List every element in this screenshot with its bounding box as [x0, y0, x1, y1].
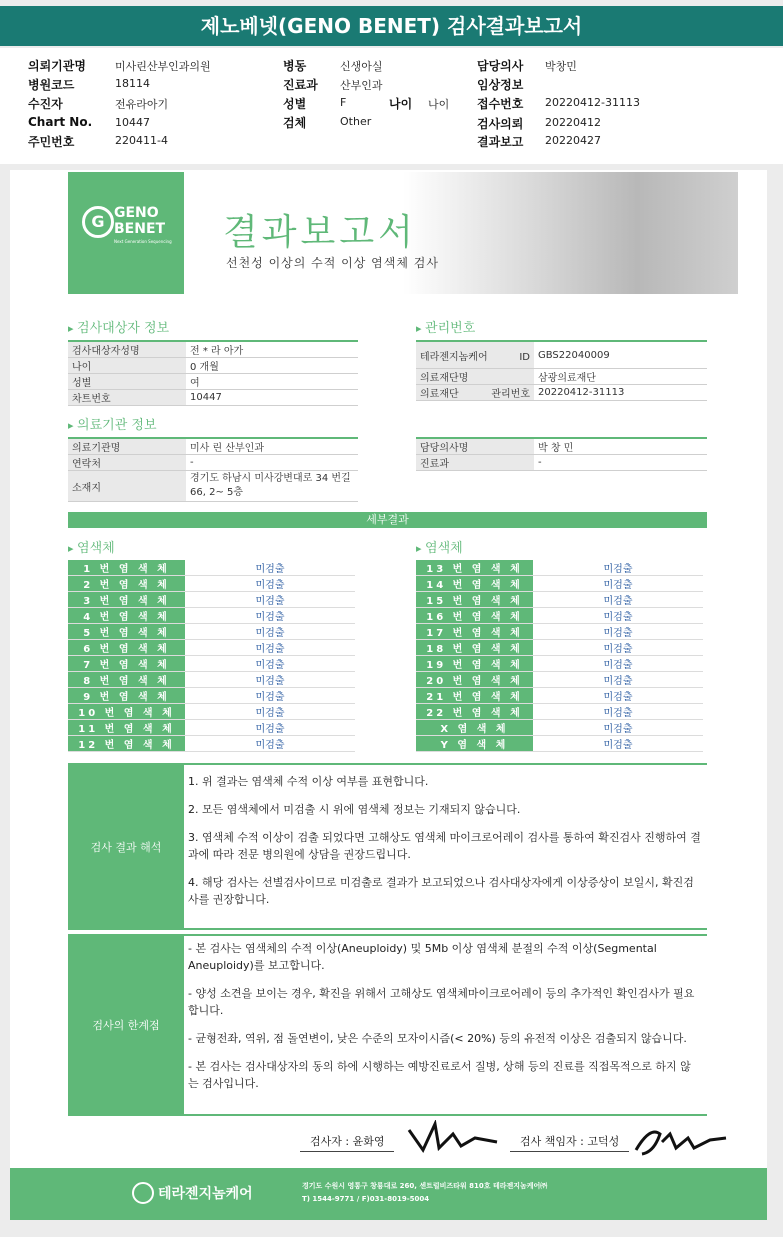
info-key: 진료과 [416, 455, 534, 471]
header-key: 나이 [389, 97, 413, 111]
header-value: 20220412-31113 [545, 96, 640, 109]
info-row [68, 390, 358, 406]
section-heading: ▸ 염색체 [68, 537, 115, 556]
row-key: 6 번 염 색 체 [68, 640, 185, 656]
chromosome-row [416, 640, 703, 656]
header-key: Chart No. [28, 115, 93, 129]
row-value: 미검출 [185, 656, 355, 672]
row-key: 7 번 염 색 체 [68, 656, 185, 672]
row-key: 검사대상자성명 [68, 341, 186, 358]
row-value: 전 * 라 아가 [186, 341, 358, 358]
detail-result-bar: 세부결과 [68, 512, 707, 528]
chromosome-row [416, 720, 703, 736]
header-key: 검체 [283, 116, 307, 130]
report-banner [68, 172, 738, 294]
row-value: 미검출 [185, 704, 355, 720]
header-key: 검사의뢰 [477, 117, 524, 131]
row-value: 미검출 [185, 720, 355, 736]
chromosome-row [416, 608, 703, 624]
logo-tagline: Next Generation Sequencing [114, 239, 172, 244]
terragen-logo-icon [132, 1182, 154, 1204]
row-value: 미검출 [185, 736, 355, 752]
report-title: 제노베넷(GENO BENET) 검사결과보고서 [0, 6, 783, 46]
header-value: 신생아실 [340, 60, 383, 73]
header-value: 18114 [115, 77, 150, 90]
chromosome-row [416, 672, 703, 688]
row-key: 2 번 염 색 체 [68, 576, 185, 592]
chromosome-row [68, 688, 355, 704]
row-key: 19 번 염 색 체 [416, 656, 533, 672]
info-value: - [534, 455, 707, 471]
header-key: 병동 [283, 59, 307, 73]
info-key: 연락처 [68, 455, 186, 471]
section-heading: ▸ 염색체 [416, 537, 463, 556]
row-key: 13 번 염 색 체 [416, 560, 533, 576]
institution-info-table [68, 437, 358, 502]
row-key: 10 번 염 색 체 [68, 704, 185, 720]
row-value: 미검출 [185, 560, 355, 576]
header-value: 10447 [115, 116, 150, 129]
subject-info-table [68, 340, 358, 406]
management-info-table [416, 340, 707, 401]
info-row [68, 374, 358, 390]
interpretation-item: 4. 해당 검사는 선별검사이므로 미검출로 결과가 보고되었으나 검사대상자에게 이상증상이 보일시, 확진검사를 권장합니다. [188, 876, 694, 906]
info-value: 경기도 하남시 미사강변대로 34 번길 66, 2~ 5층 [186, 471, 358, 502]
row-value: 미검출 [533, 608, 703, 624]
chromosome-row [68, 560, 355, 576]
header-value: 미사린산부인과의원 [115, 60, 211, 73]
header-key: 수진자 [28, 97, 63, 111]
limitation-item: - 균형전좌, 역위, 점 돌연변이, 낮은 수준의 모자이시즘(< 20%) 등의 유전적 이상은 검출되지 않습니다. [188, 1032, 687, 1045]
row-value: 10447 [186, 390, 358, 406]
interpretation-item: 2. 모든 염색체에서 미검출 시 위에 염색체 정보는 기재되지 않습니다. [188, 803, 521, 816]
header-value: 20220427 [545, 134, 601, 147]
row-key: 22 번 염 색 체 [416, 704, 533, 720]
interpretation-text [188, 773, 701, 919]
header-value: 나이 [428, 98, 450, 111]
responsible-signature-mark [630, 1120, 730, 1160]
chromosome-row [68, 672, 355, 688]
info-key: 담당의사명 [416, 438, 534, 455]
row-key: 14 번 염 색 체 [416, 576, 533, 592]
chromosome-row [68, 576, 355, 592]
logo-text: GENO [114, 205, 159, 221]
chromosome-row [416, 656, 703, 672]
row-value: 미검출 [533, 688, 703, 704]
chromosome-row [68, 624, 355, 640]
header-key: 병원코드 [28, 78, 75, 92]
info-value: - [186, 455, 358, 471]
row-key: X 염 색 체 [416, 720, 533, 736]
chromosome-row [416, 560, 703, 576]
tester-signature-label: 검사자 : 윤화영 [300, 1133, 394, 1152]
info-value: 박 창 민 [534, 438, 707, 455]
row-value: 0 개월 [186, 358, 358, 374]
limitation-item: - 양성 소견을 보이는 경우, 확진을 위해서 고해상도 염색체마이크로어레이 등의 추가적인 확인검사가 필요합니다. [188, 987, 695, 1017]
row-value: 미검출 [185, 624, 355, 640]
row-value: 미검출 [533, 672, 703, 688]
section-heading: ▸ 검사대상자 정보 [68, 317, 169, 336]
chromosome-row [68, 608, 355, 624]
info-row [68, 358, 358, 374]
limitation-item: - 본 검사는 염색체의 수적 이상(Aneuploidy) 및 5Mb 이상 염색체 분절의 수적 이상(Segmental Aneuploidy)를 보고합니다. [188, 942, 657, 972]
header-value: F [340, 96, 347, 109]
header-value: 220411-4 [115, 134, 168, 147]
header-key: 진료과 [283, 78, 318, 92]
header-key: 의뢰기관명 [28, 59, 86, 73]
chromosome-row [68, 736, 355, 752]
row-key: 3 번 염 색 체 [68, 592, 185, 608]
info-key: 의료재단명 [416, 369, 534, 385]
row-key: 17 번 염 색 체 [416, 624, 533, 640]
footer-phone-line: T) 1544-9771 / F)031-8019-5004 [302, 1195, 430, 1203]
chromosome-row [68, 656, 355, 672]
row-key: 나이 [68, 358, 186, 374]
row-key: 1 번 염 색 체 [68, 560, 185, 576]
terragen-logo-text: 테라젠지놈케어 [158, 1186, 253, 1202]
banner-title: 결과보고서 [223, 212, 417, 253]
row-key: 8 번 염 색 체 [68, 672, 185, 688]
chromosome-row [68, 704, 355, 720]
header-key: 주민번호 [28, 135, 75, 149]
header-key: 성별 [283, 97, 307, 111]
header-key: 결과보고 [477, 135, 524, 149]
section-heading: ▸ 의료기관 정보 [68, 414, 157, 433]
info-key: 의료재단 관리번호 [416, 385, 534, 401]
row-value: 미검출 [185, 640, 355, 656]
row-key: 11 번 염 색 체 [68, 720, 185, 736]
limitations-label: 검사의 한계점 [68, 936, 184, 1114]
report-footer [10, 1168, 767, 1220]
chromosome-row [68, 720, 355, 736]
row-value: 미검출 [533, 736, 703, 752]
row-value: 미검출 [533, 640, 703, 656]
row-value: 미검출 [533, 576, 703, 592]
logo-text: BENET [114, 221, 166, 237]
chromosome-table-left [68, 560, 355, 752]
row-value: 미검출 [533, 704, 703, 720]
chromosome-row [416, 704, 703, 720]
chromosome-row [416, 688, 703, 704]
interpretation-box [68, 763, 707, 930]
footer-address [302, 1180, 547, 1206]
responsible-signature-label: 검사 책임자 : 고덕성 [510, 1133, 629, 1152]
row-key: 차트번호 [68, 390, 186, 406]
header-key: 담당의사 [477, 59, 524, 73]
info-key: 소재지 [68, 471, 186, 502]
chromosome-row [68, 592, 355, 608]
row-value: 미검출 [185, 576, 355, 592]
header-key: 접수번호 [477, 97, 524, 111]
row-key: 성별 [68, 374, 186, 390]
report-header [0, 48, 783, 164]
limitation-item: - 본 검사는 검사대상자의 동의 하에 시행하는 예방진료로서 질병, 상해 등의 진료를 직접목적으로 하지 않는 검사입니다. [188, 1060, 691, 1090]
row-value: 미검출 [533, 560, 703, 576]
row-value: 미검출 [533, 592, 703, 608]
info-key: 의료기관명 [68, 438, 186, 455]
row-key: 21 번 염 색 체 [416, 688, 533, 704]
header-value: 박창민 [545, 60, 577, 73]
chromosome-row [416, 576, 703, 592]
row-value: 미검출 [185, 672, 355, 688]
row-key: 20 번 염 색 체 [416, 672, 533, 688]
row-key: 4 번 염 색 체 [68, 608, 185, 624]
row-key: 9 번 염 색 체 [68, 688, 185, 704]
header-value: 20220412 [545, 116, 601, 129]
header-value: Other [340, 115, 372, 128]
row-value: 미검출 [533, 656, 703, 672]
row-key: 16 번 염 색 체 [416, 608, 533, 624]
row-key: 18 번 염 색 체 [416, 640, 533, 656]
header-key: 임상정보 [477, 78, 524, 92]
info-key: 테라젠지놈케어 ID [416, 341, 534, 369]
info-value: 삼광의료재단 [534, 369, 707, 385]
g-logo-icon: G [82, 206, 114, 238]
row-key: 5 번 염 색 체 [68, 624, 185, 640]
interpretation-label: 검사 결과 해석 [68, 765, 184, 928]
limitations-box [68, 934, 707, 1116]
row-value: 미검출 [533, 624, 703, 640]
row-value: 미검출 [533, 720, 703, 736]
section-heading: ▸ 관리번호 [416, 317, 475, 336]
interpretation-item: 3. 염색체 수적 이상이 검출 되었다면 고해상도 염색체 마이크로어레이 검사를 통하여 확진검사 진행하여 결과에 따라 전문 병의원에 상담을 권장드립니다. [188, 831, 701, 861]
banner-subtitle: 선천성 이상의 수적 이상 염색체 검사 [226, 256, 439, 270]
interpretation-item: 1. 위 결과는 염색체 수적 이상 여부를 표현합니다. [188, 775, 429, 788]
header-value: 전유라아기 [115, 98, 169, 111]
geno-benet-logo [68, 172, 184, 294]
chromosome-table-right [416, 560, 703, 752]
chromosome-row [416, 592, 703, 608]
row-key: Y 염 색 체 [416, 736, 533, 752]
info-value: GBS22040009 [534, 341, 707, 369]
report-page [10, 170, 767, 1220]
row-value: 미검출 [185, 592, 355, 608]
row-value: 미검출 [185, 688, 355, 704]
doctor-info-table [416, 437, 707, 471]
footer-address-line: 경기도 수원시 영통구 창룡대로 260, 센트럴비즈타워 810호 테라젠지놈케어㈜ [302, 1182, 548, 1190]
chromosome-row [416, 624, 703, 640]
row-value: 미검출 [185, 608, 355, 624]
limitations-text [188, 940, 701, 1103]
info-value: 20220412-31113 [534, 385, 707, 401]
info-value: 미사 린 산부인과 [186, 438, 358, 455]
info-row [68, 341, 358, 358]
row-key: 12 번 염 색 체 [68, 736, 185, 752]
row-value: 여 [186, 374, 358, 390]
chromosome-row [68, 640, 355, 656]
tester-signature-mark [405, 1120, 505, 1160]
header-value: 산부인과 [340, 79, 383, 92]
row-key: 15 번 염 색 체 [416, 592, 533, 608]
chromosome-row [416, 736, 703, 752]
